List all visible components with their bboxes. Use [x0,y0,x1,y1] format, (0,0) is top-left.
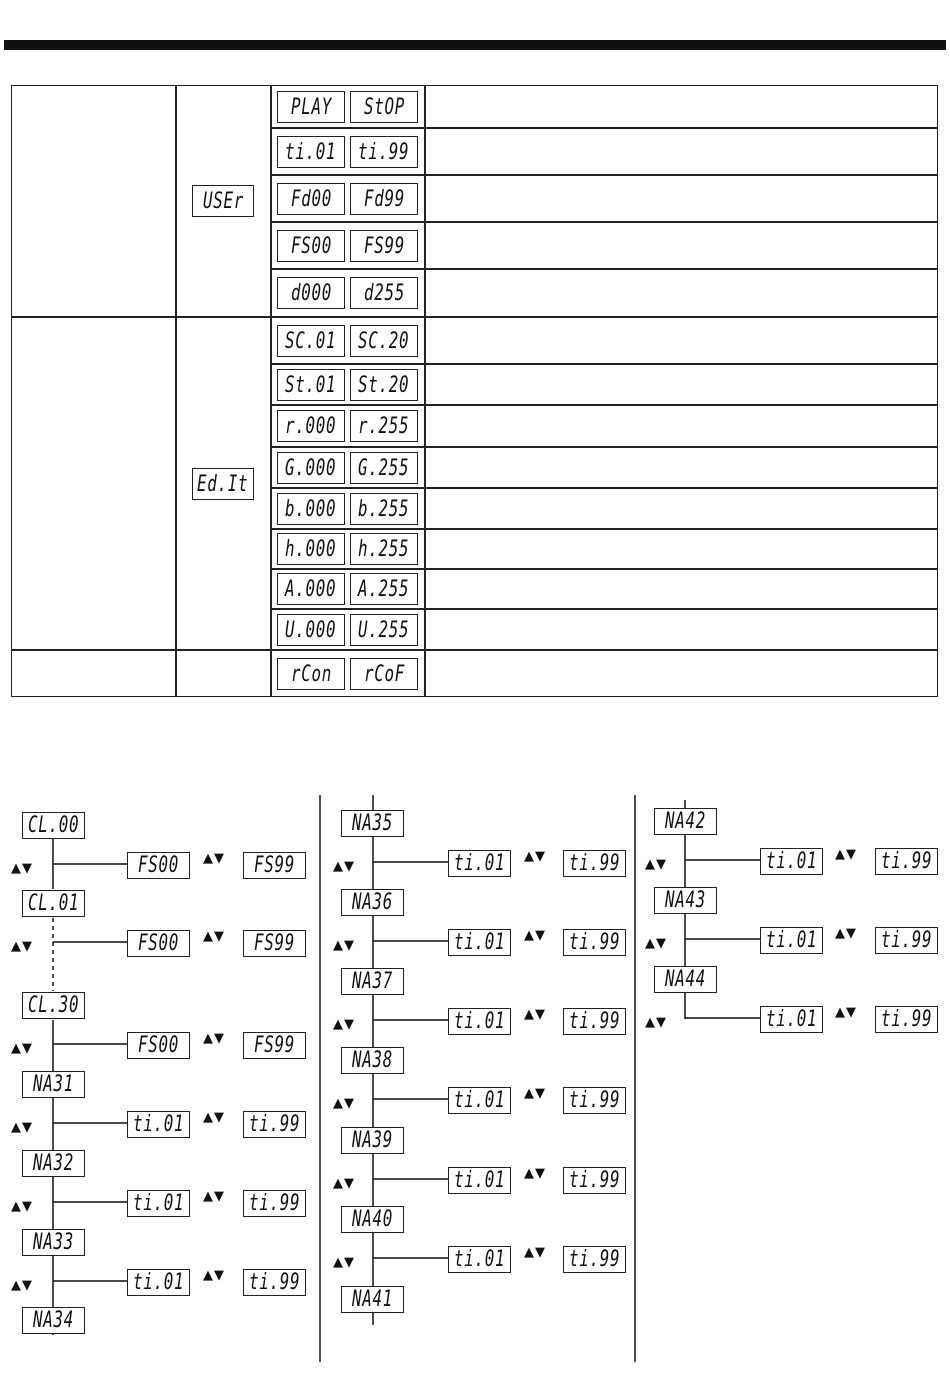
up-down-arrows: ▲▼ [11,1120,33,1135]
range-end-display-text: FS99 [253,1033,296,1058]
range-end-display [563,1087,626,1114]
menu-node-display [654,966,717,993]
menu-node-display [22,1071,85,1098]
up-down-arrows: ▲▼ [524,1245,546,1260]
option-start-display [277,369,345,401]
range-end-display-text: FS99 [253,853,296,878]
up-down-arrows: ▲▼ [11,1041,33,1056]
up-down-arrows: ▲▼ [333,1096,355,1111]
menu-node-display [22,1229,85,1256]
table-divider-2 [270,85,272,697]
up-down-arrows: ▲▼ [11,1199,33,1214]
menu-node-display-text: NA44 [664,967,707,992]
option-start-display-text: PLAY [290,94,332,120]
option-end-display [350,136,418,168]
range-end-display-text: ti.99 [248,1112,301,1137]
range-start-display-text: ti.01 [453,1247,506,1272]
up-down-arrows: ▲▼ [333,1255,355,1270]
option-end-display-text: rCoF [363,661,405,687]
option-start-display-text: FS00 [290,233,332,259]
menu-node-display [22,890,85,917]
table-row-separator [270,404,938,406]
up-down-arrows: ▲▼ [645,936,667,951]
option-start-display-text: SC.01 [285,328,337,354]
option-end-display [350,533,418,565]
up-down-arrows: ▲▼ [524,928,546,943]
table-row-separator [270,127,938,129]
range-start-display-text: ti.01 [453,1088,506,1113]
up-down-arrows: ▲▼ [835,926,857,941]
up-down-arrows: ▲▼ [333,938,355,953]
option-end-display [350,183,418,215]
menu-node-display [22,812,85,839]
option-start-display [277,493,345,525]
option-start-display [277,573,345,605]
up-down-arrows: ▲▼ [203,929,225,944]
range-end-display-text: ti.99 [568,1009,621,1034]
option-start-display-text: G.000 [285,455,337,481]
up-down-arrows: ▲▼ [203,1031,225,1046]
range-end-display-text: ti.99 [568,1247,621,1272]
option-start-display [277,91,345,123]
option-end-display-text: G.255 [358,455,410,481]
range-end-display [563,1008,626,1035]
menu-node-display-text: NA32 [32,1151,75,1176]
mode-display-text: Ed.It [197,471,249,497]
up-down-arrows: ▲▼ [203,1268,225,1283]
up-down-arrows: ▲▼ [333,859,355,874]
option-start-display [277,277,345,309]
range-end-display [243,1269,306,1296]
range-start-display [448,1167,511,1194]
menu-node-display [22,1150,85,1177]
table-row-separator [270,174,938,176]
range-end-display-text: ti.99 [568,930,621,955]
range-end-display-text: FS99 [253,931,296,956]
range-start-display-text: ti.01 [453,851,506,876]
range-end-display-text: ti.99 [248,1191,301,1216]
option-start-display [277,614,345,646]
range-start-display-text: ti.01 [765,849,818,874]
table-row-separator [270,268,938,270]
up-down-arrows: ▲▼ [333,1017,355,1032]
option-end-display [350,91,418,123]
option-end-display-text: Fd99 [363,186,405,212]
table-row-separator [270,363,938,365]
menu-node-display [22,992,85,1019]
range-start-display [448,1008,511,1035]
menu-node-display-text: NA41 [351,1287,394,1312]
option-end-display [350,658,418,690]
menu-node-display-text: NA33 [32,1230,75,1255]
menu-node-display [341,1047,404,1074]
menu-node-display-text: NA40 [351,1207,394,1232]
option-start-display [277,533,345,565]
range-start-display-text: ti.01 [453,1009,506,1034]
menu-node-display-text: CL.00 [27,813,80,838]
range-start-display [760,927,823,954]
range-start-display [448,929,511,956]
up-down-arrows: ▲▼ [524,849,546,864]
range-start-display-text: ti.01 [765,928,818,953]
table-divider-3 [424,85,426,697]
option-end-display-text: U.255 [358,617,410,643]
menu-node-display-text: NA34 [32,1308,75,1333]
up-down-arrows: ▲▼ [524,1166,546,1181]
menu-node-display [654,808,717,835]
option-end-display [350,614,418,646]
range-end-display [563,850,626,877]
table-row-separator [270,446,938,448]
range-start-display [127,1190,190,1217]
up-down-arrows: ▲▼ [203,1189,225,1204]
range-start-display-text: ti.01 [765,1007,818,1032]
range-start-display [127,1269,190,1296]
range-end-display [243,852,306,879]
option-start-display [277,658,345,690]
range-end-display [875,848,938,875]
menu-node-display-text: NA39 [351,1128,394,1153]
option-start-display-text: U.000 [285,617,337,643]
menu-node-display [654,887,717,914]
option-start-display-text: St.01 [285,372,337,398]
range-start-display-text: ti.01 [453,1168,506,1193]
range-start-display-text: FS00 [137,931,180,956]
up-down-arrows: ▲▼ [835,1005,857,1020]
range-start-display [448,1087,511,1114]
range-start-display-text: ti.01 [132,1191,185,1216]
option-start-display-text: Fd00 [290,186,332,212]
menu-node-display-text: CL.01 [27,891,80,916]
up-down-arrows: ▲▼ [645,857,667,872]
option-end-display-text: St.20 [358,372,410,398]
range-start-display-text: FS00 [137,853,180,878]
range-end-display [563,1167,626,1194]
up-down-arrows: ▲▼ [203,1110,225,1125]
range-start-display [760,1006,823,1033]
option-end-display [350,277,418,309]
mode-display [192,185,254,217]
menu-node-display-text: NA37 [351,969,394,994]
range-start-display [760,848,823,875]
menu-node-display [22,1307,85,1334]
option-end-display-text: b.255 [358,496,410,522]
menu-node-display-text: NA38 [351,1048,394,1073]
menu-node-display-text: NA42 [664,809,707,834]
range-end-display [563,929,626,956]
option-start-display-text: r.000 [285,413,337,439]
option-end-display [350,325,418,357]
option-end-display-text: StOP [363,94,405,120]
range-start-display-text: ti.01 [132,1270,185,1295]
option-start-display-text: rCon [290,661,332,687]
option-end-display-text: A.255 [358,576,410,602]
range-end-display [875,1006,938,1033]
range-start-display [127,1032,190,1059]
option-start-display [277,452,345,484]
option-end-display [350,573,418,605]
table-row-separator [270,568,938,570]
up-down-arrows: ▲▼ [203,851,225,866]
menu-node-display-text: CL.30 [27,993,80,1018]
menu-node-display-text: NA36 [351,890,394,915]
option-end-display-text: d255 [363,280,405,306]
up-down-arrows: ▲▼ [11,861,33,876]
range-start-display [127,930,190,957]
range-start-display-text: ti.01 [453,930,506,955]
menu-node-display [341,968,404,995]
table-row-separator [270,221,938,223]
table-group-separator [11,316,938,318]
option-start-display-text: d000 [290,280,332,306]
option-start-display-text: A.000 [285,576,337,602]
option-end-display-text: h.255 [358,536,410,562]
range-start-display [127,1111,190,1138]
range-start-display [448,850,511,877]
range-end-display-text: ti.99 [880,1007,933,1032]
range-end-display-text: ti.99 [248,1270,301,1295]
menu-node-display [341,1206,404,1233]
menu-node-display-text: NA43 [664,888,707,913]
range-end-display [243,1111,306,1138]
option-start-display-text: b.000 [285,496,337,522]
option-start-display [277,183,345,215]
option-end-display [350,410,418,442]
range-start-display-text: ti.01 [132,1112,185,1137]
up-down-arrows: ▲▼ [524,1086,546,1101]
table-group-separator [11,649,938,651]
up-down-arrows: ▲▼ [11,1278,33,1293]
option-end-display-text: ti.99 [358,139,410,165]
menu-node-display-text: NA35 [351,811,394,836]
up-down-arrows: ▲▼ [524,1007,546,1022]
range-end-display-text: ti.99 [880,928,933,953]
option-start-display-text: h.000 [285,536,337,562]
menu-node-display [341,1127,404,1154]
table-row-separator [270,528,938,530]
range-end-display-text: ti.99 [880,849,933,874]
mode-display-text: USEr [202,188,244,214]
mode-display [192,468,254,500]
up-down-arrows: ▲▼ [835,847,857,862]
option-end-display-text: SC.20 [358,328,410,354]
range-start-display-text: FS00 [137,1033,180,1058]
option-end-display [350,369,418,401]
option-end-display-text: FS99 [363,233,405,259]
option-end-display-text: r.255 [358,413,410,439]
option-start-display [277,410,345,442]
menu-node-display [341,889,404,916]
range-end-display [875,927,938,954]
option-start-display [277,325,345,357]
menu-node-display [341,1286,404,1313]
up-down-arrows: ▲▼ [645,1015,667,1030]
range-start-display [127,852,190,879]
range-end-display [563,1246,626,1273]
table-row-separator [270,487,938,489]
up-down-arrows: ▲▼ [333,1176,355,1191]
option-end-display [350,452,418,484]
option-start-display-text: ti.01 [285,139,337,165]
option-end-display [350,493,418,525]
range-end-display [243,1190,306,1217]
option-start-display [277,230,345,262]
menu-node-display-text: NA31 [32,1072,75,1097]
range-end-display-text: ti.99 [568,851,621,876]
range-start-display [448,1246,511,1273]
up-down-arrows: ▲▼ [11,939,33,954]
option-end-display [350,230,418,262]
range-end-display [243,930,306,957]
option-start-display [277,136,345,168]
range-end-display-text: ti.99 [568,1168,621,1193]
menu-node-display [341,810,404,837]
table-row-separator [270,608,938,610]
table-divider-1 [175,85,177,697]
range-end-display [243,1032,306,1059]
range-end-display-text: ti.99 [568,1088,621,1113]
